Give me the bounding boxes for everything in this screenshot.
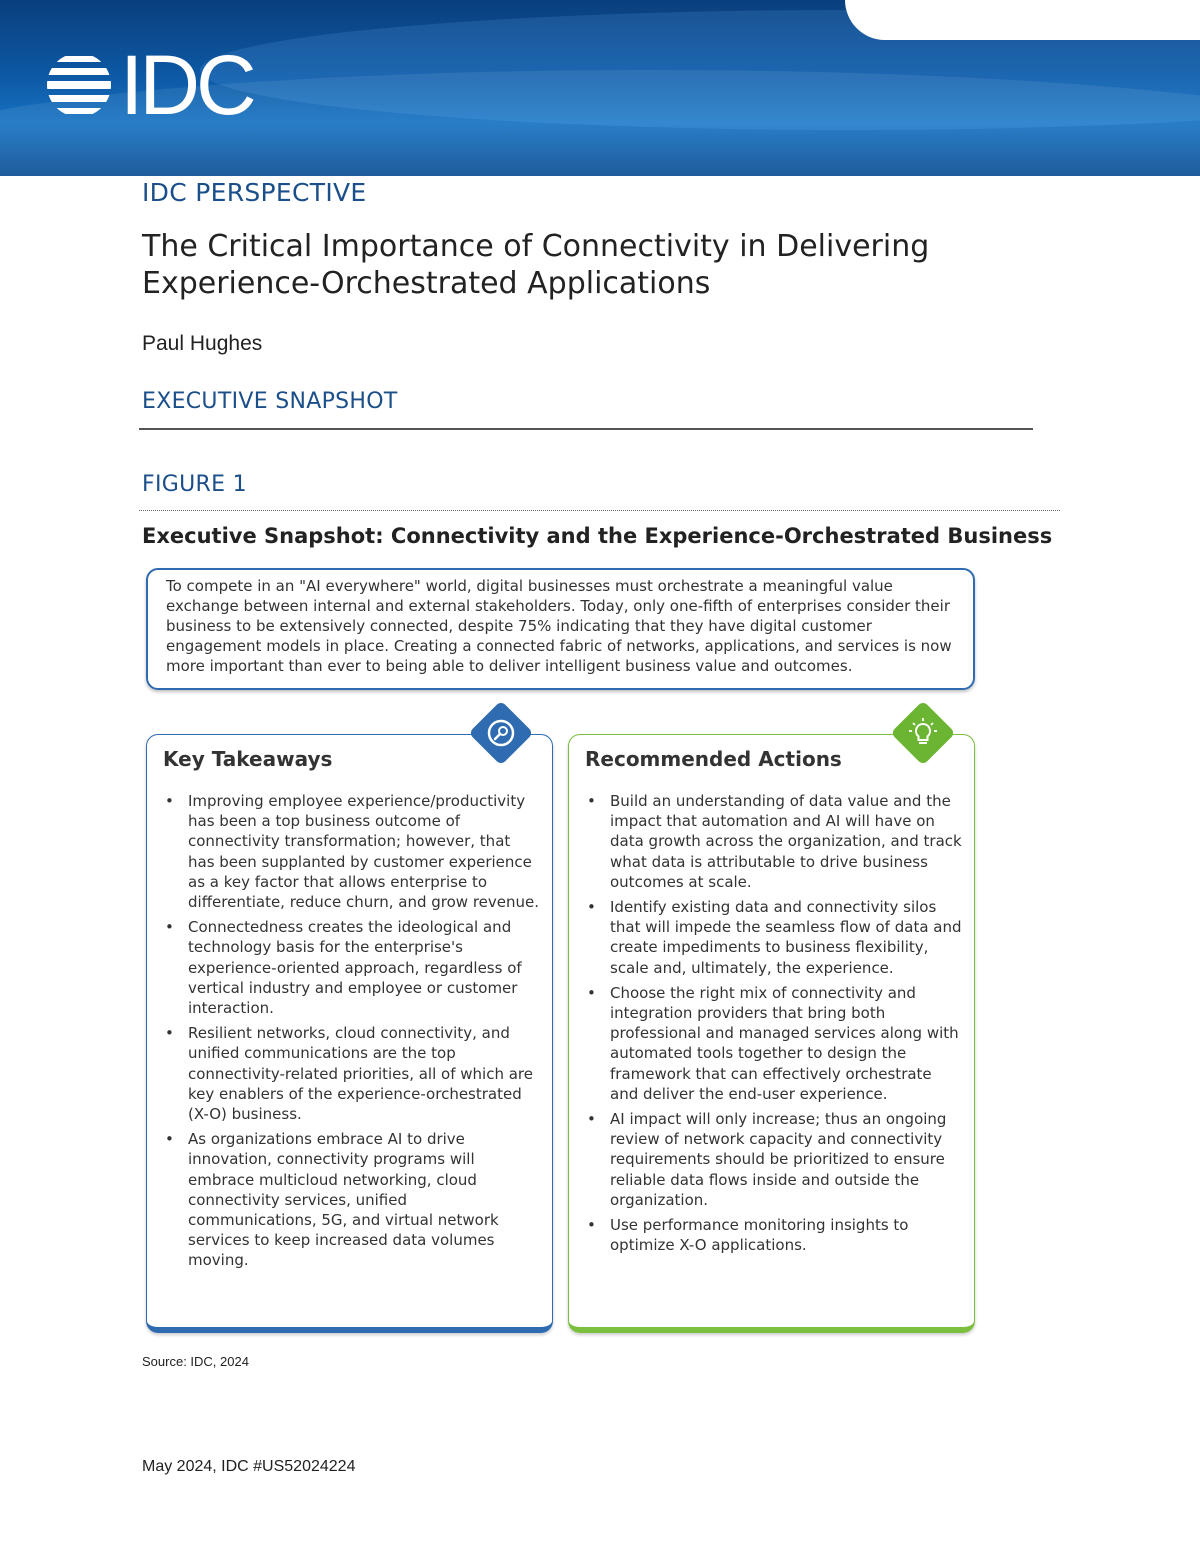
divider (139, 428, 1033, 430)
doc-kicker: IDC PERSPECTIVE (142, 178, 367, 207)
list-item: • Build an understanding of data value and the impact that automation and AI will have on data growth across the organization, and track what data is attributable to drive business outcomes at scale. (585, 791, 962, 892)
list-item: • Choose the right mix of connectivity and integration providers that bring both professional and managed services along with automated tools together to design the framework that can effectively orchestrate and deliver the end-user experience. (585, 983, 962, 1104)
source-note: Source: IDC, 2024 (142, 1354, 249, 1369)
takeaways-list (163, 791, 540, 1276)
figure-title: Executive Snapshot: Connectivity and the Experience-Orchestrated Business (142, 524, 1053, 548)
list-item: • Resilient networks, cloud connectivity, and unified communications are the top connectivity-related priorities, all of which are key enablers of the experience-orchestrated (X-O) business. (163, 1023, 540, 1124)
list-item: • AI impact will only increase; thus an ongoing review of network capacity and connectivity requirements should be prioritized to ensure reliable data flows inside and outside the organization. (585, 1109, 962, 1210)
intro-box (146, 568, 975, 690)
lightbulb-icon (905, 715, 941, 751)
page-title: The Critical Importance of Connectivity in Delivering Experience-Orchestrated Applications (142, 229, 930, 301)
section-heading: EXECUTIVE SNAPSHOT (142, 389, 398, 414)
list-item: • Use performance monitoring insights to optimize X-O applications. (585, 1215, 962, 1255)
header-banner (0, 0, 1200, 176)
magnifier-icon (483, 715, 519, 751)
actions-list (585, 791, 962, 1260)
panel-title: Recommended Actions (585, 747, 842, 771)
footer-text: May 2024, IDC #US52024224 (142, 1458, 356, 1475)
dotted-divider (139, 510, 1060, 511)
list-item: • Connectedness creates the ideological and technology basis for the enterprise's experience-oriented approach, regardless of vertical industry and employee or customer interaction. (163, 917, 540, 1018)
author-name: Paul Hughes (142, 332, 263, 355)
list-item: • Identify existing data and connectivity silos that will impede the seamless flow of data and create impediments to business flexibility, scale and, ultimately, the experience. (585, 897, 962, 978)
key-takeaways-panel (146, 734, 553, 1333)
list-item: • As organizations embrace AI to drive innovation, connectivity programs will embrace multicloud networking, cloud connectivity services, unified communications, 5G, and virtual network services to keep increased data volumes moving. (163, 1129, 540, 1270)
globe-icon (46, 52, 112, 118)
recommended-actions-panel (568, 734, 975, 1333)
list-item: • Improving employee experience/productivity has been a top business outcome of connectivity transformation; however, that has been supplanted by customer experience as a key factor that allows enterprise to differentiate, reduce churn, and grow revenue. (163, 791, 540, 912)
intro-text: To compete in an "AI everywhere" world, digital businesses must orchestrate a meaningful value exchange between internal and external stakeholders. Today, only one-fifth of enterprises consider their business to be extensively connected, despite 75% indicating that they have digital customer engagement models in place. Creating a connected fabric of networks, applications, and services is now more important than ever to being able to deliver intelligent business value and outcomes. (166, 577, 952, 675)
logo-text: IDC (120, 38, 253, 132)
idc-logo (46, 38, 253, 132)
figure-label: FIGURE 1 (142, 472, 247, 497)
panel-title: Key Takeaways (163, 747, 333, 771)
